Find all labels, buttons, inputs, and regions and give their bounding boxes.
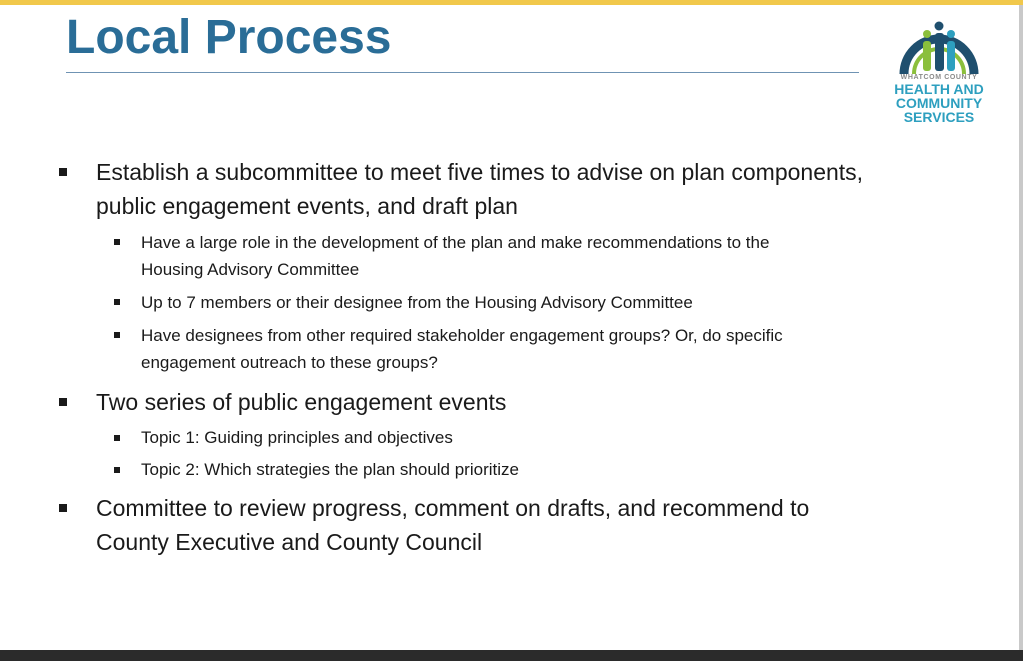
bullet-marker [59,398,67,406]
bullet-marker [59,504,67,512]
bullet-1-line-1: Establish a subcommittee to meet five times to advise on plan components, [96,159,864,185]
sub-bullet-marker [114,239,120,245]
bullet-3-line-1: Committee to review progress, comment on drafts, and recommend to [96,495,810,521]
bullet-3-line-2: County Executive and County Council [96,529,483,555]
sub-bullet-1-3-line-1: Have designees from other required stakeholder engagement groups? Or, do specific [141,326,783,345]
bottom-bar [0,650,1023,661]
sub-bullet-1-1-line-1: Have a large role in the development of the plan and make recommendations to the [141,233,770,252]
bullet-marker [59,168,67,176]
slide-title: Local Process [66,11,392,64]
logo-county-label: WHATCOM COUNTY [900,74,978,81]
sub-bullet-marker [114,435,120,441]
sub-bullet-marker [114,332,120,338]
sub-bullet-2-1: Topic 1: Guiding principles and objectives [141,428,453,447]
title-underline [66,72,859,73]
sub-bullet-1-2: Up to 7 members or their designee from the Housing Advisory Committee [141,293,693,312]
bullet-2: Two series of public engagement events [96,389,507,415]
sub-bullet-marker [114,467,120,473]
logo-line-health: HEALTH AND [894,81,984,97]
logo-line-community: COMMUNITY [895,95,983,111]
sub-bullet-2-2: Topic 2: Which strategies the plan should prioritize [141,460,519,479]
sub-bullet-marker [114,299,120,305]
sub-bullet-1-3-line-2: engagement outreach to these groups? [141,353,438,372]
sub-bullet-1-1-line-2: Housing Advisory Committee [141,260,360,279]
logo-line-services: SERVICES [903,109,975,125]
bullet-1-line-2: public engagement events, and draft plan [96,193,518,219]
